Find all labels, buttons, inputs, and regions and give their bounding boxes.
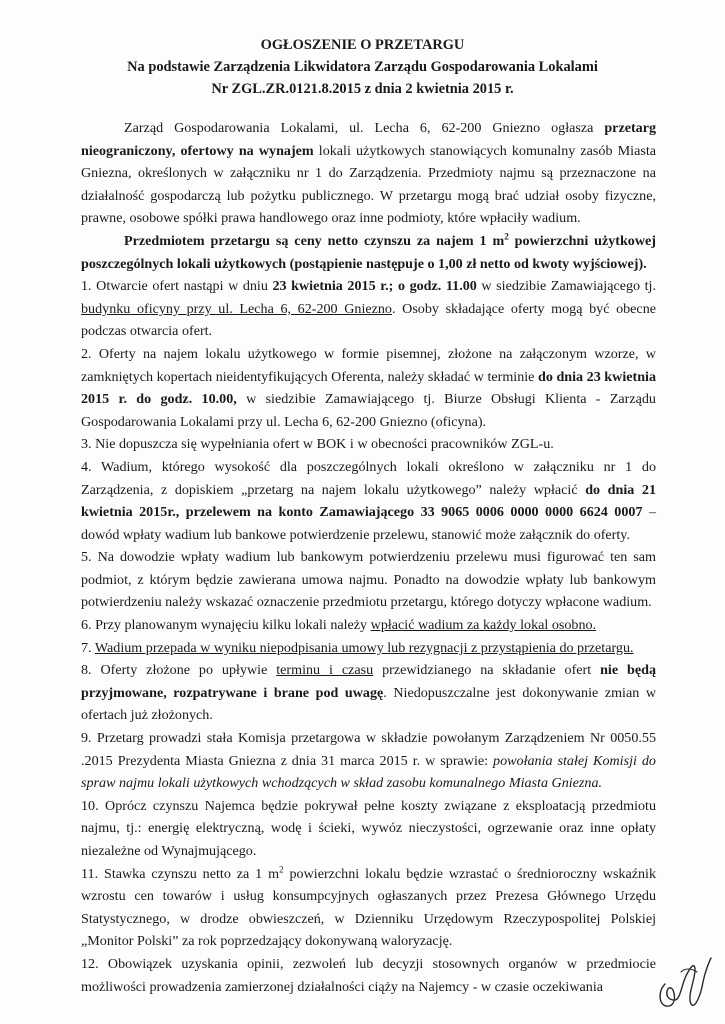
item-11: 11. Stawka czynszu netto za 1 $m^2$ powierzchni lokalu będzie wzrastać o średnioroczny wskaźnik wzrostu cen towarów i usług konsumpcyjnych ogłaszanych przez Prezesa Głównego Urzędu Statystycznego, w drodze obwieszczeń, w Dzienniku Urzędowym Rzeczypospolitej Polskiej „Monitor Polski” za rok poprzedzający dokonywaną waloryzację.	[81, 863, 656, 950]
subject-paragraph: Przedmiotem przetargu są ceny netto czynszu za najem 1 $m^2$ powierzchni użytkowej poszczególnych lokali użytkowych (postąpienie następuje o 1,00 zł netto od kwoty wyjściowej).	[81, 231, 656, 272]
intro-paragraph: Zarząd Gospodarowania Lokalami, ul. Lecha 6, 62-200 Gniezno ogłasza przetarg nieograniczony, ofertowy na wynajem lokali użytkowych stanowiących komunalny zasób Miasta Gniezna, określonych w załączniku nr 1 do Zarządzenia. Przedmioty najmu są przeznaczone na działalność gospodarczą lub pożytku publicznego. W przetargu mogą brać udział osoby fizyczne, prawne, osobowe spółki prawa handlowego oraz inne podmioty, które wpłaciły wadium.	[81, 120, 656, 227]
item-10: 10. Oprócz czynszu Najemca będzie pokrywał pełne koszty związane z eksploatacją przedmiotu najmu, tj.: energię elektryczną, wodę i ścieki, wywóz nieczystości, ogrzewanie oraz inne opłaty niezależne od Wynajmującego.	[81, 797, 656, 859]
item-6: 6. Przy planowanym wynajęciu kilku lokali należy wpłacić wadium za każdy lokal osobno.	[81, 617, 597, 634]
document-title: OGŁOSZENIE O PRZETARGU	[260, 37, 465, 53]
item-4: 4. Wadium, którego wysokość dla poszczególnych lokali określono w załączniku nr 1 do Zarządzenia, z dopiskiem „przetarg na najem lokalu użytkowego” należy wpłacić do dnia 21 kwietnia 2015r., przelewem na konto Zamawiającego 33 9065 0006 0000 0000 6624 0007 – dowód wpłaty wadium lub bankowe potwierdzenie przelewu, stanowić może załącznik do oferty.	[81, 458, 656, 543]
document-header	[0, 34, 725, 100]
item-1: 1. Otwarcie ofert nastąpi w dniu 23 kwietnia 2015 r.; o godz. 11.00 w siedzibie Zamawiającego tj. budynku oficyny przy ul. Lecha 6, 62-200 Gniezno. Osoby składające oferty mogą być obecne podczas otwarcia ofert.	[81, 278, 656, 340]
item-2: 2. Oferty na najem lokalu użytkowego w formie pisemnej, złożone na załączonym wzorze, w zamkniętych kopertach nieidentyfikujących Oferenta, należy składać w terminie do dnia 23 kwietnia 2015 r. do godz. 10.00, w siedzibie Zamawiającego tj. Biurze Obsługi Klienta - Zarządu Gospodarowania Lokalami przy ul. Lecha 6, 62-200 Gniezno (oficyna).	[81, 345, 656, 430]
item-5: 5. Na dowodzie wpłaty wadium lub bankowym potwierdzeniu przelewu musi figurować ten sam podmiot, z którym będzie zawierana umowa najmu. Ponadto na dowodzie wpłaty lub bankowym potwierdzeniu należy wskazać oznaczenie przedmiotu przetargu, którego dotyczy wpłacone wadium.	[81, 549, 656, 611]
item-8: 8. Oferty złożone po upływie terminu i czasu przewidzianego na składanie ofert nie będą przyjmowane, rozpatrywane i brane pod uwagę. Niedopuszczalne jest dokonywanie zmian w ofertach już złożonych.	[81, 662, 656, 724]
signature-mark	[651, 954, 713, 1014]
item-7: 7. Wadium przepada w wyniku niepodpisania umowy lub rezygnacji z przystąpienia do przetargu.	[81, 639, 634, 656]
item-12: 12. Obowiązek uzyskania opinii, zezwoleń lub decyzji stosownych organów w przedmiocie możliwości prowadzenia zamierzonej działalności ciąży na Najemcy - w czasie oczekiwania	[81, 955, 656, 995]
document-reference: Nr ZGL.ZR.0121.8.2015 z dnia 2 kwietnia 2015 r.	[211, 81, 514, 97]
document-body	[81, 117, 656, 998]
item-9: 9. Przetarg prowadzi stała Komisja przetargowa w składzie powołanym Zarządzeniem Nr 0050.55 .2015 Prezydenta Miasta Gniezna z dnia 31 marca 2015 r. w sprawie: powołania stałej Komisji do spraw najmu lokali użytkowych wchodzących w skład zasobu komunalnego Miasta Gniezna.	[81, 730, 656, 792]
item-3: 3. Nie dopuszcza się wypełniania ofert w BOK i w obecności pracowników ZGL-u.	[81, 436, 554, 453]
document-subtitle: Na podstawie Zarządzenia Likwidatora Zarządu Gospodarowania Lokalami	[127, 59, 598, 75]
